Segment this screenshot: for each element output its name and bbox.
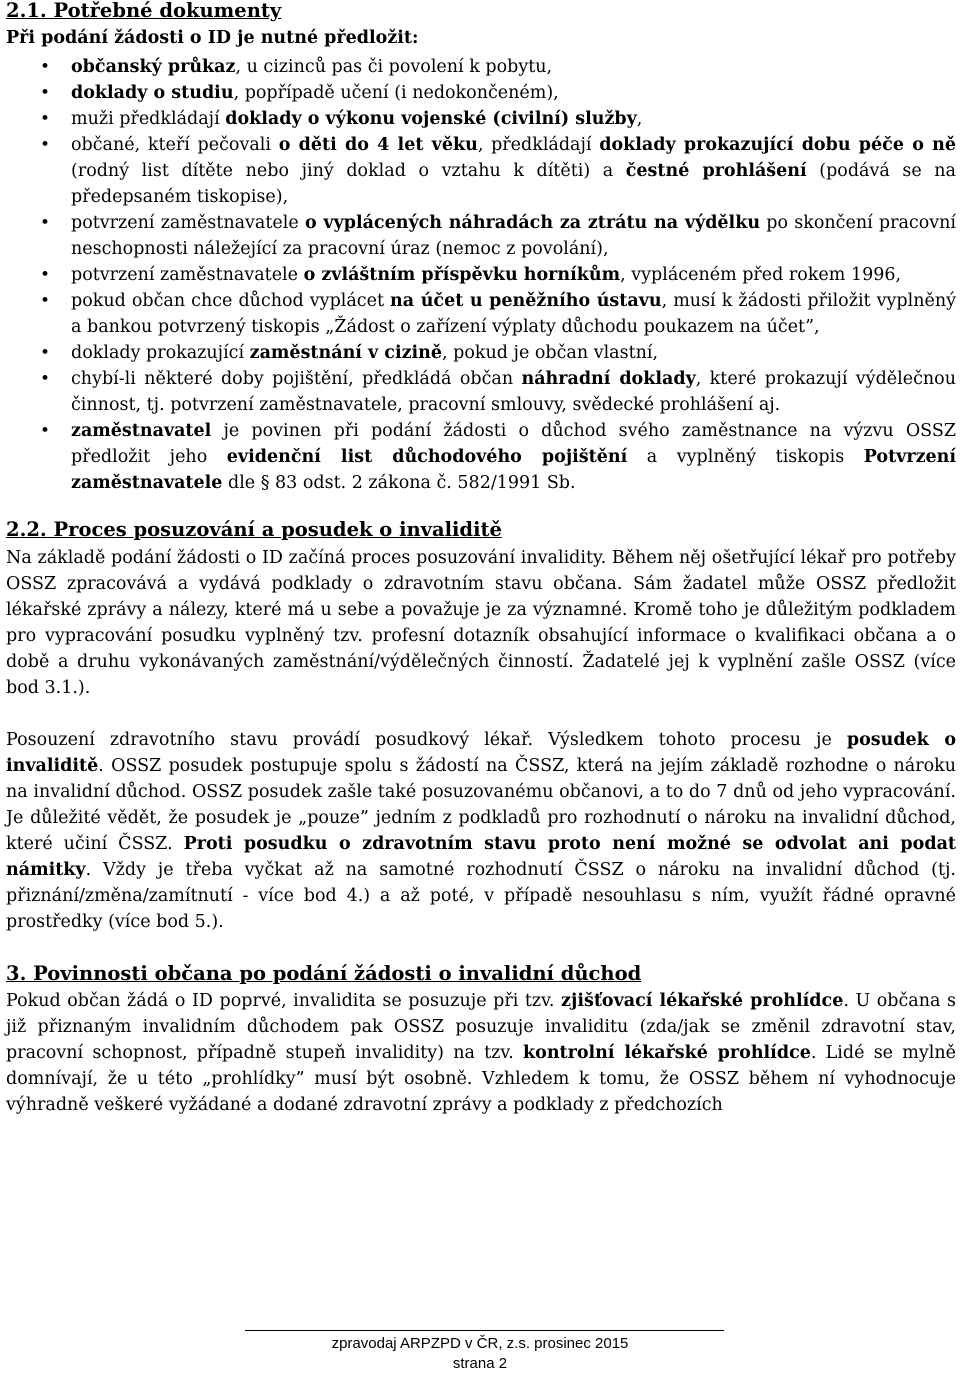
bullet-icon: • xyxy=(40,135,51,155)
section-title-2-2: 2.2. Proces posuzování a posudek o invaliditě xyxy=(6,518,502,541)
bold-text: zjišťovací lékařské prohlídce xyxy=(561,991,844,1011)
text-run: chybí-li některé doby pojištění, předkládá občan xyxy=(71,369,522,389)
list-item xyxy=(6,418,956,496)
text-run: . U občana s již přiznaným invalidním důchodem pak OSSZ posuzuje invaliditu (zda/jak se změnil zdravotní stav, pracovní schopnost, případně stupeň invalidity) na tzv. xyxy=(6,991,956,1063)
text-run: Pokud občan žádá o ID poprvé, invalidita se posuzuje při tzv. xyxy=(6,991,562,1011)
section-title-2-1: 2.1. Potřebné dokumenty xyxy=(6,0,282,22)
bold-text: na účet u peněžního ústavu xyxy=(390,291,662,311)
text-run: (rodný list dítěte nebo jiný doklad o vztahu k dítěti) a xyxy=(71,161,626,181)
list-item xyxy=(6,366,956,418)
bold-text: o vyplácených náhradách za ztrátu na výdělku xyxy=(304,213,761,233)
text-run: , pokud je občan vlastní, xyxy=(442,343,659,363)
bold-text: Proti posudku o zdravotním stavu proto není možné se odvolat ani podat námitky xyxy=(6,834,956,880)
bold-text: o děti do 4 let věku xyxy=(278,135,478,155)
text-run: , které prokazují výdělečnou činnost, tj. potvrzení zaměstnavatele, pracovní smlouvy, svědecké prohlášení aj. xyxy=(71,369,956,415)
footer-divider xyxy=(245,1330,724,1331)
text-run: , popřípadě učení (i nedokončeném), xyxy=(233,83,559,103)
list-item xyxy=(6,106,956,132)
list-item xyxy=(6,210,956,262)
bold-text: čestné prohlášení xyxy=(625,161,807,181)
bold-text: zaměstnavatel xyxy=(71,421,212,441)
bold-text: náhradní doklady xyxy=(521,369,696,389)
text-run: (podává se na předepsaném tiskopise), xyxy=(71,161,956,207)
bold-text: evidenční list důchodového pojištění xyxy=(226,447,628,467)
section-title-3: 3. Povinnosti občana po podání žádosti o invalidní důchod xyxy=(6,962,642,985)
text-run: , xyxy=(636,109,643,129)
text-run: Na základě podání žádosti o ID začíná proces posuzování invalidity. Během něj ošetřující lékař pro potřeby OSSZ zpracovává a vydává podklady o zdravotním stavu občana. Sám žadatel může OSSZ předložit lékařské zprávy a nálezy, které má u sebe a považuje je za významné. Kromě toho je důležitým podkladem pro vypracování posudku vyplněný tzv. profesní dotazník obsahující informace o kvalifikaci občana a o době a druhu vykonávaných zaměstnání/výdělečných činností. Žadatelé jej k vyplnění zašle OSSZ (více bod 3.1.). xyxy=(6,548,956,698)
text-run: Posouzení zdravotního stavu provádí posudkový lékař. Výsledkem tohoto procesu je xyxy=(6,730,847,750)
text-run: , předkládají xyxy=(477,135,600,155)
text-run: občané, kteří pečovali xyxy=(71,135,279,155)
list-item xyxy=(6,340,956,366)
bold-text: zaměstnání v cizině xyxy=(249,343,443,363)
text-run: potvrzení zaměstnavatele xyxy=(71,265,304,285)
text-run: , musí k žádosti přiložit vyplněný a bankou potvrzený tiskopis „Žádost o zařízení výplaty důchodu poukazem na účet”, xyxy=(71,291,956,337)
text-run: pokud občan chce důchod vyplácet xyxy=(71,291,391,311)
footer-publication: zpravodaj ARPZPD v ČR, z.s. prosinec 2015 xyxy=(331,1335,629,1352)
text-run: dle § 83 odst. 2 zákona č. 582/1991 Sb. xyxy=(222,473,576,493)
paragraph xyxy=(6,545,956,701)
text-run: doklady prokazující xyxy=(71,343,250,363)
text-run: . OSSZ posudek postupuje spolu s žádostí na ČSSZ, která na jejím základě rozhodne o nároku na invalidní důchod. OSSZ posudek zašle také posuzovanému občanovi, a to do 7 dnů od jeho vypracování. Je důležité vědět, že posudek je „pouze” jedním z podkladů pro rozhodnutí o nároku na invalidní důchod, které učiní ČSSZ. xyxy=(6,756,956,854)
bold-text: kontrolní lékařské prohlídce xyxy=(523,1043,811,1063)
text-run: muži předkládají xyxy=(71,109,226,129)
footer-page-number: strana 2 xyxy=(452,1355,508,1372)
list-item xyxy=(6,288,956,340)
bullet-icon: • xyxy=(40,343,51,363)
list-item xyxy=(6,132,956,210)
bullet-icon: • xyxy=(40,369,51,389)
bold-text: občanský průkaz xyxy=(71,57,236,77)
bullet-icon: • xyxy=(40,109,51,129)
paragraph xyxy=(6,988,956,1118)
bold-text: Potvrzení zaměstnavatele xyxy=(71,447,957,493)
bullet-icon: • xyxy=(40,421,51,441)
text-run: potvrzení zaměstnavatele xyxy=(71,213,305,233)
bullet-icon: • xyxy=(40,57,51,77)
bullet-icon: • xyxy=(40,213,51,233)
bullet-icon: • xyxy=(40,291,51,311)
bullet-icon: • xyxy=(40,265,51,285)
section-lead: Při podání žádosti o ID je nutné předložit: xyxy=(6,28,419,48)
text-run: a vyplněný tiskopis xyxy=(627,447,864,467)
paragraph xyxy=(6,727,956,935)
text-run: po skončení pracovní neschopnosti náležející za pracovní úraz (nemoc z povolání), xyxy=(71,213,957,259)
text-run: , vypláceném před rokem 1996, xyxy=(620,265,902,285)
bullet-icon: • xyxy=(40,83,51,103)
text-run: je povinen při podání žádosti o důchod svého zaměstnance na výzvu OSSZ předložit jeho xyxy=(71,421,956,467)
text-run: . Lidé se mylně domnívají, že u této „prohlídky” musí být osobně. Vzhledem k tomu, že OSSZ během ní vyhodnocuje výhradně veškeré vyžádané a dodané zdravotní zprávy a podklady z předchozích xyxy=(6,1043,956,1115)
text-run: , u cizinců pas či povolení k pobytu, xyxy=(235,57,553,77)
bold-text: doklady prokazující dobu péče o ně xyxy=(599,135,956,155)
bold-text: o zvláštním příspěvku horníkům xyxy=(303,265,621,285)
bold-text: doklady o výkonu vojenské (civilní) služby xyxy=(225,109,637,129)
document-page xyxy=(6,0,956,1118)
list-item xyxy=(6,80,956,106)
required-documents-list xyxy=(6,54,956,496)
text-run: . Vždy je třeba vyčkat až na samotné rozhodnutí ČSSZ o nároku na invalidní důchod (tj. přiznání/změna/zamítnutí - více bod 4.) a až poté, v případě nesouhlasu s ním, využít řádné opravné prostředky (více bod 5.). xyxy=(6,860,956,932)
bold-text: doklady o studiu xyxy=(71,83,234,103)
bold-text: posudek o invaliditě xyxy=(6,730,957,776)
list-item xyxy=(6,54,956,80)
list-item xyxy=(6,262,956,288)
